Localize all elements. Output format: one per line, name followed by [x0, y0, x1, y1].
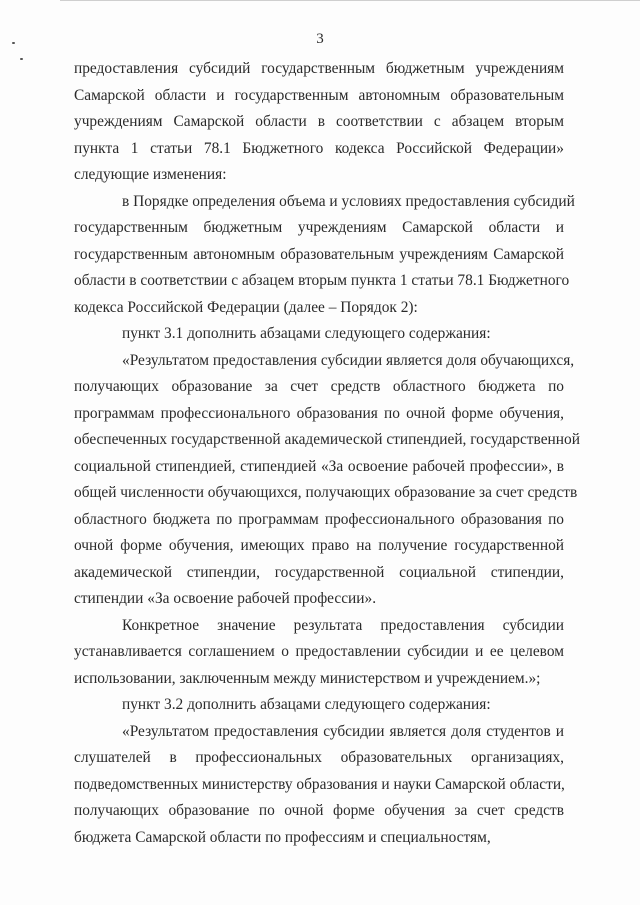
text-line: подведомственных министерству образования и науки Самарской области,: [74, 775, 565, 793]
text-line: слушателей в профессиональных образовательных организациях,: [74, 749, 564, 766]
text-line: следующие изменения:: [74, 166, 227, 183]
text-line: общей численности обучающихся, получающих образование за счет средств: [74, 484, 578, 501]
text-line: учреждениям Самарской области в соответствии с абзацем вторым: [74, 113, 564, 130]
text-line: стипендии «За освоение рабочей профессии».: [74, 590, 377, 607]
text-line: областного бюджета по программам профессионального образования по: [74, 510, 564, 528]
text-line: использовании, заключенным между министерством и учреждением.»;: [74, 669, 541, 687]
scan-speck: [20, 58, 23, 60]
text-line: «Результатом предоставления субсидии является доля студентов и: [122, 722, 564, 740]
point-3-1-result-paragraph: [74, 348, 580, 613]
text-line: пункт 3.2 дополнить абзацами следующего содержания:: [122, 696, 491, 713]
text-line: области в соответствии с абзацем вторым пункта 1 статьи 78.1 Бюджетного: [74, 272, 570, 289]
point-3-2-result-paragraph: [74, 719, 564, 852]
text-line: бюджета Самарской области по профессиям и специальностям,: [74, 828, 491, 846]
text-line: получающих образование по очной форме обучения за счет средств: [74, 802, 564, 819]
text-line: устанавливается соглашением о предоставлении субсидии и ее целевом: [74, 643, 564, 660]
text-line: кодекса Российской Федерации (далее – Порядок 2):: [74, 298, 418, 316]
text-line: социальной стипендией, стипендией «За освоение рабочей профессии», в: [74, 457, 564, 475]
text-line: в Порядке определения объема и условиях предоставления субсидий: [122, 192, 575, 210]
order-2-paragraph: [74, 189, 575, 322]
text-line: очной форме обучения, имеющих право на получение государственной: [74, 537, 564, 554]
scan-top-edge: [60, 0, 640, 1]
text-line: академической стипендии, государственной социальной стипендии,: [74, 563, 564, 581]
document-body: [74, 56, 580, 851]
text-line: программам профессионального образования по очной форме обучения,: [74, 404, 564, 422]
text-line: предоставления субсидий государственным бюджетным учреждениям: [74, 60, 564, 77]
text-line: Самарской области и государственным автономным образовательным: [74, 86, 564, 104]
page-number: 3: [316, 31, 324, 47]
point-3-1-intro: [74, 321, 564, 348]
text-line: обеспеченных государственной академической стипендией, государственной: [74, 431, 580, 448]
point-3-1-value-paragraph: [74, 613, 564, 693]
text-line: получающих образование за счет средств областного бюджета по: [74, 378, 564, 395]
intro-paragraph: [74, 56, 564, 189]
text-line: государственным бюджетным учреждениям Самарской области и: [74, 219, 564, 236]
text-line: государственным автономным образовательным учреждениям Самарской: [74, 245, 564, 263]
text-line: пункта 1 статьи 78.1 Бюджетного кодекса Российской Федерации»: [74, 139, 564, 157]
text-line: «Результатом предоставления субсидии является доля обучающихся,: [122, 351, 575, 369]
point-3-2-intro: [74, 692, 564, 719]
text-line: пункт 3.1 дополнить абзацами следующего содержания:: [122, 325, 491, 342]
text-line: Конкретное значение результата предоставления субсидии: [122, 616, 564, 634]
